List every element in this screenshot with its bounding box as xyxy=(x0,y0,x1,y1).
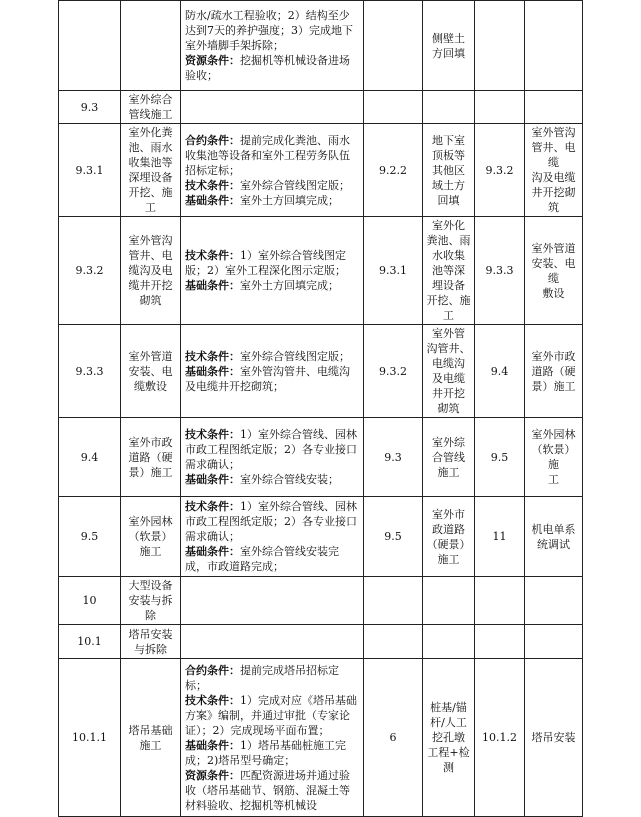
successor-name xyxy=(525,124,583,217)
task-conditions xyxy=(181,325,364,418)
predecessor-name-line: 室外化 xyxy=(432,219,465,232)
condition-label: 资源条件： xyxy=(185,54,240,67)
predecessor-name-line: 沟管井、 xyxy=(426,342,471,355)
predecessor-name-line: 水收集 xyxy=(432,249,465,262)
condition-text: 挖掘机等机械设备进场验收； xyxy=(185,54,350,82)
successor-name-line: 室外市政 xyxy=(531,349,576,363)
successor-id: 11 xyxy=(475,497,525,577)
condition-item xyxy=(185,364,359,394)
successor-name-line: 敷设 xyxy=(542,286,565,300)
predecessor-name-line: 室外管 xyxy=(432,327,465,340)
predecessor-name-line: 及电缆 xyxy=(432,372,465,385)
task-id: 9.5 xyxy=(59,497,121,577)
table-row xyxy=(59,659,583,817)
task-name-line: 室外管道 xyxy=(128,349,173,363)
condition-text: 室外综合管线图定版； xyxy=(240,178,350,192)
condition-label: 技术条件： xyxy=(185,349,240,363)
successor-name-line: 机电单系 xyxy=(531,522,576,536)
successor-id: 9.4 xyxy=(475,325,525,418)
successor-name xyxy=(525,659,583,817)
predecessor-name-line: 侧壁土 xyxy=(432,31,465,45)
predecessor-name-line: 井开挖 xyxy=(432,387,465,400)
predecessor-name-line: 回填 xyxy=(437,193,460,207)
predecessor-id xyxy=(364,577,423,625)
condition-text: 室外综合管线图定版； xyxy=(240,349,350,363)
task-conditions xyxy=(181,1,364,91)
predecessor-name-line: 施工 xyxy=(437,552,460,566)
task-conditions xyxy=(181,659,364,817)
successor-id xyxy=(475,1,525,91)
successor-name-line: 井开挖砌 xyxy=(531,186,576,199)
table-row xyxy=(59,325,583,418)
successor-name xyxy=(525,497,583,577)
condition-item xyxy=(185,693,359,738)
task-conditions xyxy=(181,217,364,325)
table-row xyxy=(59,418,583,497)
successor-name-line: 筑 xyxy=(548,201,559,214)
task-name-line: 室外园林 xyxy=(128,515,173,528)
successor-name-line: 工 xyxy=(548,473,559,486)
successor-name-line: 沟及电缆 xyxy=(531,171,576,184)
successor-name xyxy=(525,91,583,124)
predecessor-name-line: 室外市 xyxy=(432,507,465,521)
predecessor-name xyxy=(423,325,475,418)
table-row xyxy=(59,91,583,124)
condition-label: 合约条件： xyxy=(185,663,240,677)
task-name-line: 管井、电 xyxy=(128,249,173,262)
successor-id xyxy=(475,625,525,659)
task-name-line: 工 xyxy=(145,201,156,214)
task-name-line: 安装、电 xyxy=(128,364,173,378)
successor-name-line: 道路（硬 xyxy=(531,364,576,378)
table-row xyxy=(59,124,583,217)
task-conditions xyxy=(181,124,364,217)
task-name-line: 砌筑 xyxy=(139,294,162,307)
task-name-line: 施工 xyxy=(139,738,162,752)
successor-id: 9.3.2 xyxy=(475,124,525,217)
predecessor-id: 9.3 xyxy=(364,418,423,497)
predecessor-name xyxy=(423,1,475,91)
condition-text: 提前完成化粪池、雨水收集池等设备和室外工程劳务队伍招标定标； xyxy=(185,133,350,177)
table-row xyxy=(59,625,583,659)
task-name-line: 深埋设备 xyxy=(128,171,173,184)
predecessor-id: 9.3.1 xyxy=(364,217,423,325)
condition-text: 1）塔吊基础桩施工完成；2)塔吊型号确定； xyxy=(185,738,346,767)
condition-label: 技术条件： xyxy=(185,693,240,707)
task-id: 9.4 xyxy=(59,418,121,497)
task-name-line: 缆沟及电 xyxy=(128,264,173,277)
successor-name-line: 室外园林 xyxy=(531,428,576,441)
predecessor-name-line: 工 xyxy=(443,309,454,322)
predecessor-name xyxy=(423,625,475,659)
predecessor-id: 9.2.2 xyxy=(364,124,423,217)
task-name-line: 缆井开挖 xyxy=(128,279,173,292)
condition-label: 基础条件： xyxy=(185,545,240,558)
predecessor-id xyxy=(364,1,423,91)
predecessor-name-line: 地下室 xyxy=(432,133,465,147)
predecessor-id: 6 xyxy=(364,659,423,817)
task-name-line: 管线施工 xyxy=(128,108,173,121)
condition-item xyxy=(185,427,359,472)
successor-name-line: 塔吊安装 xyxy=(531,731,576,744)
task-id: 10 xyxy=(59,577,121,625)
predecessor-name-line: 埋设备 xyxy=(432,279,465,292)
condition-item xyxy=(185,663,359,693)
successor-id: 9.3.3 xyxy=(475,217,525,325)
successor-name-line: 室外管道 xyxy=(531,241,576,255)
task-conditions xyxy=(181,418,364,497)
task-conditions xyxy=(181,625,364,659)
table-row xyxy=(59,497,583,577)
predecessor-name-line: 合管线 xyxy=(432,450,465,464)
task-id: 9.3.1 xyxy=(59,124,121,217)
predecessor-name xyxy=(423,124,475,217)
predecessor-name-line: 挖孔墩 xyxy=(432,731,465,744)
successor-name xyxy=(525,325,583,418)
condition-item xyxy=(185,8,359,53)
condition-label: 合约条件： xyxy=(185,133,240,147)
condition-item xyxy=(185,349,359,364)
predecessor-name xyxy=(423,418,475,497)
condition-label: 资源条件： xyxy=(185,768,240,782)
task-name-line: 道路（硬 xyxy=(128,450,173,464)
condition-item xyxy=(185,544,359,574)
predecessor-name-line: 电缆沟 xyxy=(432,357,465,370)
predecessor-name xyxy=(423,577,475,625)
condition-item xyxy=(185,768,359,813)
task-name-line: 施工 xyxy=(139,545,162,558)
condition-text: 1）室外综合管线、园林市政工程图纸定版；2）各专业接口需求确认； xyxy=(185,428,357,471)
condition-label: 技术条件： xyxy=(185,249,240,262)
predecessor-id xyxy=(364,625,423,659)
table-row xyxy=(59,577,583,625)
successor-name-line: 管井、电缆 xyxy=(531,141,576,169)
predecessor-name-line: 开挖、施 xyxy=(426,294,471,307)
task-name xyxy=(121,217,181,325)
condition-text: 1）室外综合管线图定版；2）室外工程深化图示定版； xyxy=(185,249,346,277)
task-id: 10.1 xyxy=(59,625,121,659)
predecessor-name-line: 顶板等 xyxy=(432,148,465,162)
task-id: 9.3.2 xyxy=(59,217,121,325)
condition-label: 基础条件： xyxy=(185,738,240,752)
successor-name xyxy=(525,625,583,659)
task-name xyxy=(121,625,181,659)
table-row xyxy=(59,217,583,325)
condition-label: 基础条件： xyxy=(185,473,240,486)
condition-item xyxy=(185,248,359,278)
task-name-line: 开挖、施 xyxy=(128,186,173,199)
task-name xyxy=(121,91,181,124)
task-name-line: 除 xyxy=(145,609,156,622)
condition-text: 室外管沟管井、电缆沟及电缆井开挖砌筑； xyxy=(185,364,350,393)
predecessor-name-line: 方回填 xyxy=(432,46,465,60)
successor-name xyxy=(525,1,583,91)
condition-label: 技术条件： xyxy=(185,178,240,192)
task-name xyxy=(121,325,181,418)
condition-label: 技术条件： xyxy=(185,500,240,513)
task-conditions xyxy=(181,577,364,625)
task-conditions xyxy=(181,91,364,124)
table-row xyxy=(59,1,583,91)
predecessor-name-line: 测 xyxy=(443,761,454,774)
task-name xyxy=(121,497,181,577)
condition-text: 室外综合管线安装； xyxy=(240,473,339,486)
predecessor-name-line: 施工 xyxy=(437,465,460,479)
successor-name xyxy=(525,577,583,625)
condition-text: 室外土方回填完成； xyxy=(240,193,339,207)
condition-label: 技术条件： xyxy=(185,428,240,441)
task-name-line: 安装与拆 xyxy=(128,594,173,607)
condition-item xyxy=(185,738,359,768)
condition-label: 基础条件： xyxy=(185,364,240,378)
task-id: 10.1.1 xyxy=(59,659,121,817)
task-name-line: 室外综合 xyxy=(128,93,173,106)
condition-item xyxy=(185,133,359,178)
task-name-line: （软景） xyxy=(128,530,173,543)
task-name-line: 与拆除 xyxy=(134,642,167,656)
condition-item xyxy=(185,53,359,83)
condition-item xyxy=(185,193,359,208)
task-name-line: 池、雨水 xyxy=(128,141,173,154)
condition-text: 1）完成对应《塔吊基础方案》编制，并通过审批（专家论证）；2）完成现场平面布置； xyxy=(185,693,357,737)
task-name-line: 景）施工 xyxy=(128,465,173,479)
condition-item xyxy=(185,499,359,544)
task-name-line: 室外市政 xyxy=(128,435,173,449)
task-id: 9.3 xyxy=(59,91,121,124)
predecessor-name-line: 桩基/锚 xyxy=(430,701,467,714)
task-name xyxy=(121,1,181,91)
task-name-line: 室外化粪 xyxy=(128,126,173,139)
task-name xyxy=(121,577,181,625)
successor-id xyxy=(475,91,525,124)
predecessor-name-line: 粪池、雨 xyxy=(426,234,471,247)
successor-id: 9.5 xyxy=(475,418,525,497)
condition-label: 基础条件： xyxy=(185,279,240,292)
task-name-line: 塔吊安装 xyxy=(128,627,173,641)
successor-id xyxy=(475,577,525,625)
condition-text: 防水/疏水工程验收；2）结构至少达到7天的养护强度；3）完成地下室外墙脚手架拆除； xyxy=(185,9,353,52)
successor-name-line: 安装、电缆 xyxy=(531,256,576,285)
successor-name xyxy=(525,418,583,497)
task-name-line: 室外管沟 xyxy=(128,234,173,247)
successor-name-line: 景）施工 xyxy=(531,379,576,393)
predecessor-name-line: 工程+检 xyxy=(427,746,470,759)
task-conditions xyxy=(181,497,364,577)
successor-id: 10.1.2 xyxy=(475,659,525,817)
condition-text: 匹配资源进场并通过验收（塔吊基础节、钢筋、混凝土等材料验收、挖掘机等机械设 xyxy=(185,768,350,812)
successor-name-line: 室外管沟 xyxy=(531,126,576,139)
successor-name xyxy=(525,217,583,325)
predecessor-name xyxy=(423,659,475,817)
predecessor-id xyxy=(364,91,423,124)
task-name xyxy=(121,418,181,497)
condition-item xyxy=(185,278,359,293)
successor-name-line: 统调试 xyxy=(537,537,570,551)
predecessor-name-line: （硬景） xyxy=(426,537,471,551)
task-name xyxy=(121,659,181,817)
condition-item xyxy=(185,178,359,193)
schedule-table xyxy=(58,0,583,817)
successor-name-line: （软景）施 xyxy=(531,443,576,471)
condition-text: 提前完成塔吊招标定标； xyxy=(185,663,339,692)
predecessor-name-line: 室外综 xyxy=(432,435,465,449)
predecessor-name-line: 域土方 xyxy=(432,178,465,192)
predecessor-name-line: 杆/人工 xyxy=(430,716,467,729)
condition-text: 1）室外综合管线、园林市政工程图纸定版；2）各专业接口需求确认； xyxy=(185,500,357,543)
predecessor-id: 9.3.2 xyxy=(364,325,423,418)
predecessor-name-line: 其他区 xyxy=(432,163,465,177)
task-id: 9.3.3 xyxy=(59,325,121,418)
condition-text: 室外土方回填完成； xyxy=(240,279,339,292)
predecessor-id: 9.5 xyxy=(364,497,423,577)
predecessor-name xyxy=(423,91,475,124)
predecessor-name-line: 政道路 xyxy=(432,522,465,536)
task-name-line: 塔吊基础 xyxy=(128,723,173,737)
task-name-line: 收集池等 xyxy=(128,156,173,169)
predecessor-name xyxy=(423,217,475,325)
task-name-line: 缆敷设 xyxy=(134,379,167,393)
condition-item xyxy=(185,472,359,487)
condition-text: 室外综合管线安装完成，市政道路完成； xyxy=(185,545,339,573)
predecessor-name-line: 砌筑 xyxy=(437,402,460,415)
condition-label: 基础条件： xyxy=(185,193,240,207)
predecessor-name xyxy=(423,497,475,577)
predecessor-name-line: 池等深 xyxy=(432,264,465,277)
task-id xyxy=(59,1,121,91)
task-name-line: 大型设备 xyxy=(128,579,173,592)
task-name xyxy=(121,124,181,217)
